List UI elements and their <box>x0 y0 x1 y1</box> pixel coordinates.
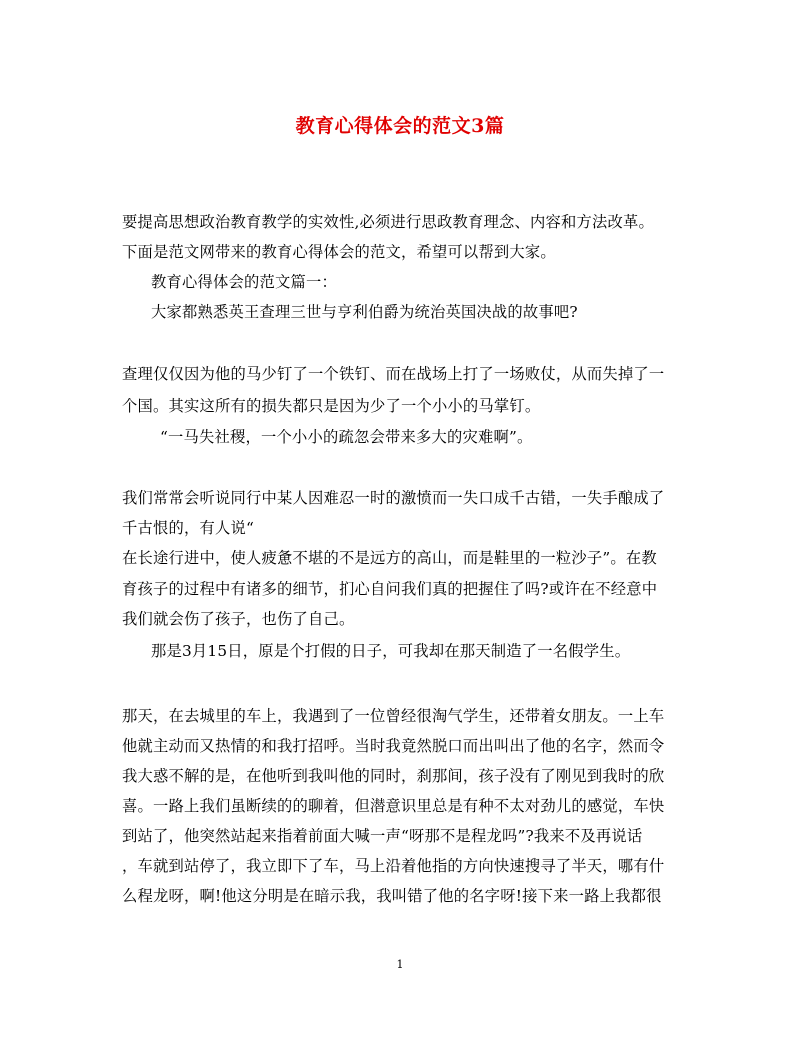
document-title: 教育心得体会的范文3篇 <box>295 115 505 137</box>
text-line: 我大惑不解的是，在他听到我叫他的同时，刹那间，孩子没有了刚见到我时的欣 <box>122 767 665 785</box>
text-line: 育孩子的过程中有诸多的细节，扪心自问我们真的把握住了吗?或许在不经意中 <box>122 580 658 598</box>
text-line: “一马失社稷，一个小小的疏忽会带来多大的灾难啊”。 <box>160 428 533 446</box>
text-line: 查理仅仅因为他的马少钉了一个铁钉、而在战场上打了一场败仗，从而失掉了一 <box>122 365 665 383</box>
text-line: 那天，在去城里的车上，我遇到了一位曾经很淘气学生，还带着女朋友。一上车 <box>122 707 665 725</box>
text-line: 教育心得体会的范文篇一： <box>151 273 337 291</box>
text-line: 大家都熟悉英王查理三世与亨利伯爵为统治英国决战的故事吧? <box>151 303 578 321</box>
text-line: 要提高思想政治教育教学的实效性,必须进行思政教育理念、内容和方法改革。 <box>122 213 654 231</box>
text-line: 么程龙呀，啊!他这分明是在暗示我，我叫错了他的名字呀!接下来一路上我都很 <box>122 887 662 905</box>
text-line: 到站了，他突然站起来指着前面大喊一声“呀那不是程龙吗”?我来不及再说话 <box>122 827 643 845</box>
text-line: 千古恨的，有人说“ <box>122 519 254 537</box>
text-line: 在长途行进中，使人疲惫不堪的不是远方的高山，而是鞋里的一粒沙子”。在教 <box>122 549 657 567</box>
text-line: 个国。其实这所有的损失都只是因为少了一个小小的马掌钉。 <box>122 397 541 415</box>
text-line: 那是3月15日，原是个打假的日子，可我却在那天制造了一名假学生。 <box>151 642 631 660</box>
text-line: 下面是范文网带来的教育心得体会的范文，希望可以帮到大家。 <box>122 243 556 261</box>
text-line: 我们常常会听说同行中某人因难忍一时的激愤而一失口成千古错，一失手酿成了 <box>122 489 665 507</box>
text-line: 他就主动而又热情的和我打招呼。当时我竟然脱口而出叫出了他的名字，然而令 <box>122 737 665 755</box>
text-line: 我们就会伤了孩子，也伤了自己。 <box>122 610 355 628</box>
page-number: 1 <box>396 958 404 971</box>
text-line: 喜。一路上我们虽断续的的聊着，但潜意识里总是有种不太对劲儿的感觉，车快 <box>122 797 665 815</box>
text-line: ，车就到站停了，我立即下了车，马上沿着他指的方向快速搜寻了半天，哪有什 <box>122 857 665 875</box>
